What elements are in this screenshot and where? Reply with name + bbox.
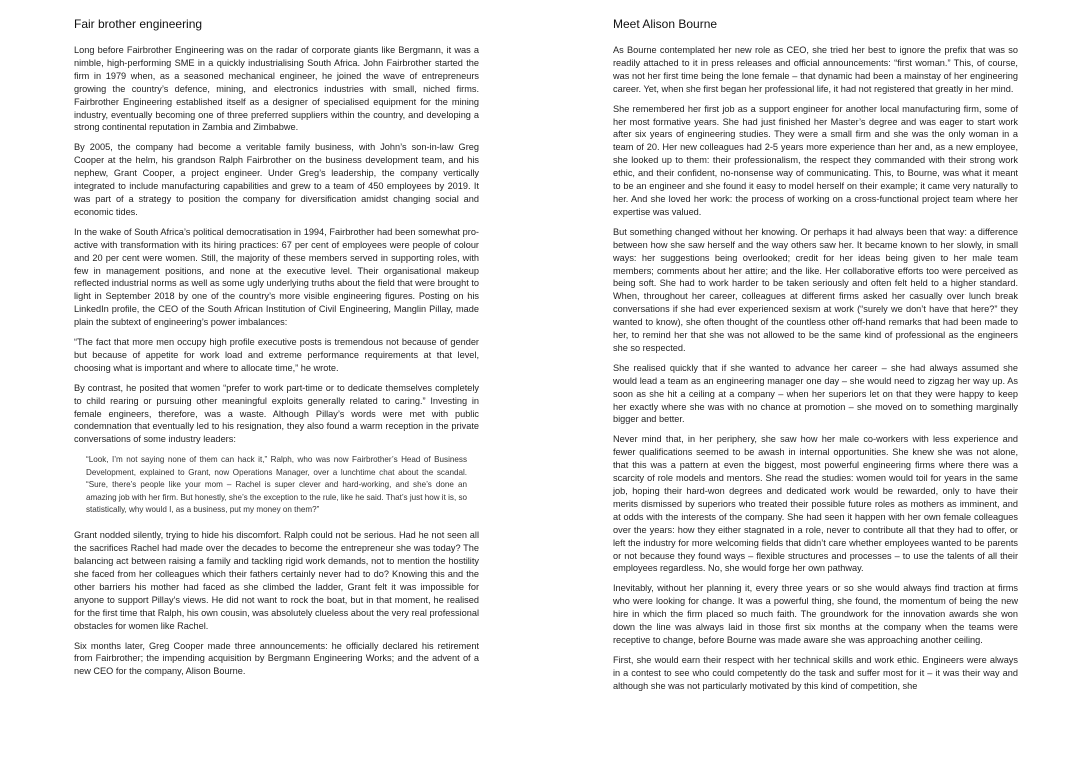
paragraph: She realised quickly that if she wanted to advance her career – she had always assumed she would lead a team as an engineering manager one day – she would need to zigzag her way up. As soon as she hit a ceiling at a company – when her superiors let on that they were happy to keep her exactly where she was with no chance at promotion – she moved on to something marginally bigger and better. xyxy=(613,362,1018,425)
paragraph: Inevitably, without her planning it, every three years or so she would always find traction at firms who were looking for change. It was a powerful thing, she found, the momentum of being the new hire in which the firm placed so much faith. The groundwork for the innovation awards she won down the line was always laid in those first six months at the company when the teams were receptive to change, before Bourne was made aware she was approaching another ceiling. xyxy=(613,583,1018,645)
paragraph: First, she would earn their respect with her technical skills and work ethic. Engineers were always in a contest to see who could competently do the task and suffer most for it – it was their way and although she was not particularly motivated by this kind of competition, she xyxy=(613,654,1018,691)
block-quote: “Look, I’m not saying none of them can hack it,” Ralph, who was now Fairbrother’s Head of Business Development, explained to Grant, now Operations Manager, over a lunchtime chat about the scandal. “Sure, there’s people like your mom – Rachel is super clever and hard-working, and she’s done an amazing job with her firm. But honestly, she’s the exception to the rule, like he said. That’s just how it is, so statistically, why would I, as a business, put my money on them?” xyxy=(86,455,467,514)
paragraph: Grant nodded silently, trying to hide his discomfort. Ralph could not be serious. Had he not seen all the sacrifices Rachel had made over the decades to become the entrepreneur she was today? The balancing act between raising a family and tackling rigid work demands, not to mention the hostility she faced from her colleagues which their fathers certainly never had to do? Knowing this and the other barriers his mother had faced as she climbed the ladder, Grant felt it was impossible for anyone to support Pillay’s views. He did not want to rock the boat, but in that moment, he realised for the first time that Ralph, his own cousin, was absolutely clueless about the very real professional obstacles for women like Rachel. xyxy=(74,530,479,631)
paragraph: As Bourne contemplated her new role as CEO, she tried her best to ignore the prefix that was so readily attached to it in press releases and official announcements: “first woman.” This, of course, was not her first time being the lone female – that dynamic had been a mainstay of her engineering career. Yet, when she first began her professional life, it had not registered that greatly in her mind. xyxy=(613,45,1018,94)
paragraph: But something changed without her knowing. Or perhaps it had always been that way: a difference between how she saw herself and the way others saw her. It became known to her slowly, in small ways: her suggestions being overlooked; credit for her ideas being given to her male team members; comments about her attire; and the like. Her collaborative efforts too were perceived as being soft. She had to work harder to be taken seriously and often felt held to a higher standard. When, throughout her career, colleagues at different firms asked her casually over lunch break conversations if she had ever experienced sexism at work (“surely we don’t have that here?” they wanted to know), she often thought of the countless other off-hand remarks that had been made to her, to remind her that she was not allowed to be the same kind of professional as the engineers she so respected. xyxy=(613,226,1018,353)
section-title-alison-bourne: Meet Alison Bourne xyxy=(613,17,718,31)
right-column xyxy=(613,16,1018,700)
paragraph: Six months later, Greg Cooper made three announcements: he officially declared his retirement from Fairbrother; the impending acquisition by Bergmann Engineering Works; and the advent of a new CEO for the company, Alison Bourne. xyxy=(74,640,479,677)
paragraph: By contrast, he posited that women “prefer to work part-time or to dedicate themselves completely to child rearing or pursuing other meaningful exploits generally related to caring.” Investing in female engineers, therefore, was a waste. Although Pillay’s words were met with public condemnation that eventually led to his resignation, they also found a warm reception in the private conversations of some industry leaders: xyxy=(74,382,479,445)
left-column xyxy=(74,16,479,685)
paragraph: She remembered her first job as a support engineer for another local manufacturing firm, some of her most formative years. She had just finished her Master’s degree and was eager to start work after six years of engineering studies. They were a small firm and she was the only woman in a team of 20. Her new colleagues had 2-5 years more experience than her and, as a new employee, she looked up to them: their professionalism, the respect they commanded with their strong work ethic, and their confident, no-nonsense way of communicating. This, to Bourne, was what it meant to be an engineer and she found it easy to model herself on their example; it came very naturally to her. And she loved her work: the process of working on a cross-functional project team where her expertise was valued. xyxy=(613,103,1018,217)
paragraph: “The fact that more men occupy high profile executive posts is tremendous not because of gender but because of appetite for work load and extreme performance requirements at that level, choosing what is important and where to allocate time,” he wrote. xyxy=(74,337,479,373)
paragraph: In the wake of South Africa’s political democratisation in 1994, Fairbrother had been somewhat pro-active with transformation with its hiring practices: 67 per cent of employees were people of colour and 20 per cent were women. Still, the majority of these members served in supporting roles, with few in management positions, and none at the executive level. Their organisational makeup reflected industrial norms as well as some ugly underlying truths about the field that were brought to light in September 2018 by one of the country’s more visible engineering figures. Posting on his LinkedIn profile, the CEO of the South African Institution of Civil Engineering, Manglin Pillay, made plain the subtext of engineering’s power imbalances: xyxy=(74,226,479,328)
paragraph: Long before Fairbrother Engineering was on the radar of corporate giants like Bergmann, it was a nimble, high-performing SME in a quickly industrialising South Africa. John Fairbrother started the firm in 1979 when, as a seasoned mechanical engineer, he joined the wave of entrepreneurs growing the country’s defence, mining, and electronics industries with small, niched firms. Fairbrother Engineering established itself as a designer of specialised equipment for the mining industry, eventually becoming one of three preferred suppliers within the country, and developing a strong continental reputation in Zambia and Zimbabwe. xyxy=(74,45,479,133)
paragraph: By 2005, the company had become a veritable family business, with John’s son-in-law Greg Cooper at the helm, his grandson Ralph Fairbrother on the business development team, and his nephew, Grant Cooper, a project engineer. Under Greg’s leadership, the company vertically integrated to include manufacturing capabilities and grew to a team of 450 employees by 2019. It was part of a strategy to position the company for diversification amidst changing social and economic tides. xyxy=(74,142,479,217)
paragraph: Never mind that, in her periphery, she saw how her male co-workers with less experience and fewer qualifications seemed to be awash in internal opportunities. She knew she was not alone, that this was a pattern at even the biggest, most powerful engineering firms where there was a scarcity of role models and mentors. She read the studies: women would toil for years in the same job, hoping their hard-won degrees and dedicated work would be rewarded, only to have their merits dismissed by superiors who treated their possible future roles as mothers as imminent, and at odds with the interests of the company. She had seen it happen with her own female colleagues over the years: how they either stagnated in a role, never to contribute all that they had to offer, or left the industry for more welcoming fields that didn’t care whether employees wanted to be parents or not because they found ways – flexible structures and processes – to use the talents of all their employees regardless. No, she would forge her own pathway. xyxy=(613,434,1018,574)
section-title-fairbrother: Fair brother engineering xyxy=(74,17,203,31)
